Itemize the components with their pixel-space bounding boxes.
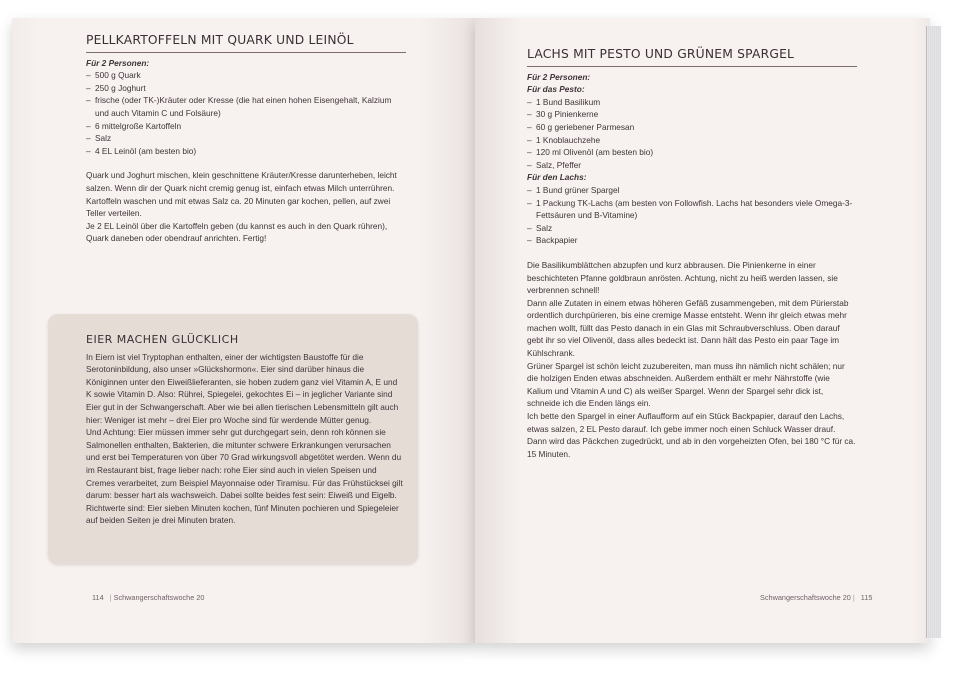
instruction-paragraph: Dann alle Zutaten in einem etwas höheren Gefäß zusammengeben, mit dem Pürierstab ordentlich durchpürieren, bis eine cremige Masse entsteht. Wenn ihr gleich etwas mehr machen wollt, füllt das Pesto danach in ein Glas mit Schraubverschluss. Oben darauf gebt ihr so viel Olivenöl, dass alles bedeckt ist. Dann hält das Pesto ein paar Tage im Kühlschrank. bbox=[527, 297, 849, 359]
ingredient-item: – 250 g Joghurt bbox=[86, 82, 406, 95]
running-head: Schwangerschaftswoche 20 bbox=[760, 593, 851, 602]
ingredient-list bbox=[86, 69, 406, 157]
servings-label: Für 2 Personen: bbox=[527, 71, 591, 82]
info-box-paragraph: In Eiern ist viel Tryptophan enthalten, einer der wichtigsten Baustoffe für die Serotoninbildung, also unser »Glückshormon«. Eier sind darüber hinaus die Königinnen unter den Eiweißlieferanten, sie hoben zudem ganz viel Vitamin A, E und K sowie Vitamin D. Also: Rührei, Spiegelei, gekochtes Ei – in jeglicher Variante sind Eier gut in der Schwangerschaft. Aber wie bei allen tierischen Lebensmitteln gilt auch hier: Weniger ist mehr – drei Eier pro Woche sind für werdende Mütter genug. bbox=[86, 351, 399, 425]
instruction-paragraph: Quark und Joghurt mischen, klein geschnittene Kräuter/Kresse darunterheben, leicht salzen. Wenn dir der Quark nicht cremig genug ist, einfach etwas Milch unterrühren. Kartoffeln waschen und mit etwas Salz ca. 20 Minuten gar kochen, pellen, auf zwei Teller verteilen. bbox=[86, 170, 397, 219]
instruction-paragraph: Ich bette den Spargel in einer Auflaufform auf ein Stück Backpapier, darauf den Lachs, etwas salzen, 2 EL Pesto darauf. Ich gebe immer noch einen Schluck Wasser drauf. Dann wird das Päckchen zugedrückt, und ab in den vorgeheizten Ofen, bei 180 °C für ca. 15 Minuten. bbox=[527, 411, 856, 459]
running-head: Schwangerschaftswoche 20 bbox=[113, 593, 205, 602]
page-number: 114 bbox=[92, 593, 104, 602]
servings-label: Für 2 Personen: bbox=[86, 57, 150, 68]
ingredient-item: – 1 Packung TK-Lachs (am besten von Followfish. Lachs hat besonders viele Omega-3-Fettsäuren und B-Vitamine) bbox=[527, 197, 857, 222]
page-number: 115 bbox=[860, 593, 873, 602]
ingredient-item: – Backpapier bbox=[527, 234, 857, 247]
ingredient-item: – 6 mittelgroße Kartoffeln bbox=[86, 120, 406, 133]
ingredient-item: – 1 Bund Basilikum bbox=[527, 96, 857, 109]
right-recipe bbox=[527, 48, 857, 460]
ingredient-item: – frische (oder TK-)Kräuter oder Kresse (die hat einen hohen Eisengehalt, Kalzium und auch Vitamin C und Folsäure) bbox=[86, 94, 406, 119]
left-recipe bbox=[86, 34, 406, 245]
ingredient-item: – 120 ml Olivenöl (am besten bio) bbox=[527, 146, 857, 159]
ingredient-item: – Salz bbox=[86, 132, 406, 145]
instruction-paragraph: Je 2 EL Leinöl über die Kartoffeln geben (du kannst es auch in den Quark rühren), Quark daneben oder obendrauf anrichten. Fertig! bbox=[86, 220, 388, 244]
right-footer: Schwangerschaftswoche 20 | 115 bbox=[760, 593, 873, 602]
info-box-title: EIER MACHEN GLÜCKLICH bbox=[86, 333, 239, 346]
instruction-paragraph: Grüner Spargel ist schön leicht zuzubereiten, man muss ihn nämlich nicht schälen; nur die holzigen Enden etwas abschneiden. Außerdem enthält er mehr Nährstoffe (wie Kalium und Vitamin A und C) als weißer Spargel. Wenn der Spargel sehr dick ist, schneide ich die Enden längs ein. bbox=[527, 360, 845, 409]
recipe-title: PELLKARTOFFELN MIT QUARK UND LEINÖL bbox=[86, 34, 406, 53]
ingredient-item: – 60 g geriebener Parmesan bbox=[527, 121, 857, 134]
page-edges bbox=[926, 26, 941, 638]
ingredient-item: – 30 g Pinienkerne bbox=[527, 108, 857, 121]
salmon-heading: Für den Lachs: bbox=[527, 172, 587, 183]
info-box-content bbox=[86, 334, 404, 527]
salmon-ingredient-list bbox=[527, 184, 857, 247]
pesto-ingredient-list bbox=[527, 96, 857, 172]
ingredient-item: – 500 g Quark bbox=[86, 69, 406, 82]
ingredient-item: – 1 Knoblauchzehe bbox=[527, 134, 857, 147]
info-box-paragraph: Und Achtung: Eier müssen immer sehr gut durchgegart sein, denn roh können sie Salmonellen enthalten, Bakterien, die mitunter schwere Erkrankungen verursachen und erst bei Temperaturen von über 70 Grad wirkungsvoll abgetötet werden. Wenn du im Restaurant bist, frage lieber nach: rohe Eier sind auch in vielen Speisen und Cremes verarbeitet, zum Beispiel Mayonnaise oder Tiramisu. Für das Frühstücksei gilt darum: besser hart als wachsweich. Dabei sollte beides fest sein: Eiweiß und Eigelb. Richtwerte sind: Eier sieben Minuten kochen, fünf Minuten pochieren und Spiegeleier auf beiden Seiten je drei Minuten braten. bbox=[86, 427, 403, 526]
left-footer: 114 | Schwangerschaftswoche 20 bbox=[92, 593, 205, 602]
instruction-paragraph: Die Basilikumblättchen abzupfen und kurz abbrausen. Die Pinienkerne in einer beschichteten Pfanne goldbraun anrösten. Achtung, nicht zu heiß werden lassen, sie verbrennen schnell! bbox=[527, 259, 838, 296]
ingredient-item: – Salz, Pfeffer bbox=[527, 159, 857, 172]
ingredient-item: – 4 EL Leinöl (am besten bio) bbox=[86, 145, 406, 158]
ingredient-item: – 1 Bund grüner Spargel bbox=[527, 184, 857, 197]
ingredient-item: – Salz bbox=[527, 222, 857, 235]
pesto-heading: Für das Pesto: bbox=[527, 84, 585, 95]
recipe-title: LACHS MIT PESTO UND GRÜNEM SPARGEL bbox=[527, 48, 857, 67]
